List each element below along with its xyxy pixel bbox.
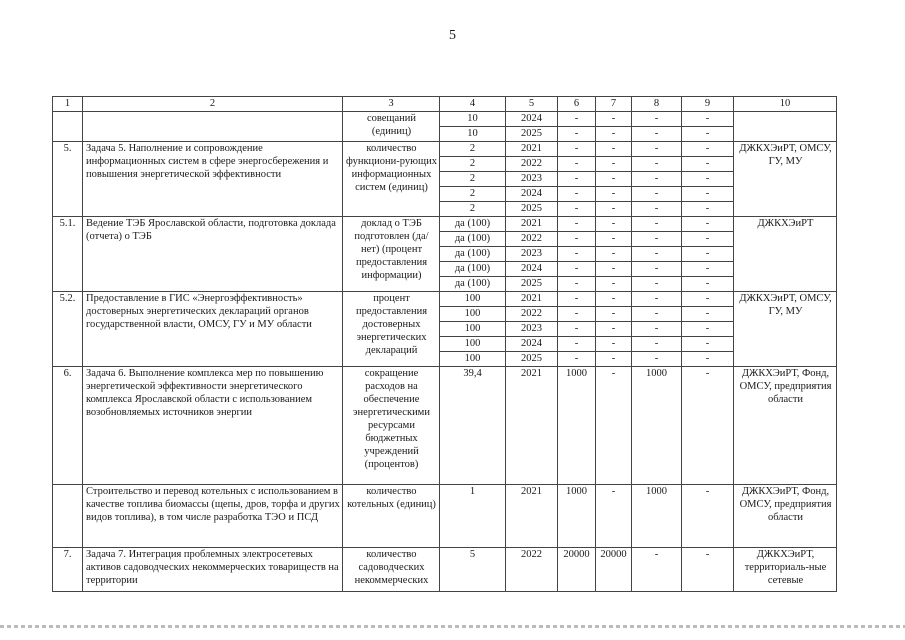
value-cell: - (632, 247, 682, 262)
value-cell: - (596, 292, 632, 307)
value-cell: - (558, 202, 596, 217)
year-cell: 2023 (506, 322, 558, 337)
header-cell: 9 (682, 97, 734, 112)
value-cell: - (682, 217, 734, 232)
value-cell: 39,4 (440, 367, 506, 485)
value-cell: - (682, 202, 734, 217)
value-cell: - (632, 277, 682, 292)
value-cell: - (682, 127, 734, 142)
value-cell: - (558, 217, 596, 232)
table-row (53, 217, 837, 232)
indicator: количество садоводческих некоммерческих (343, 548, 440, 592)
value-cell: 100 (440, 337, 506, 352)
value-cell: - (682, 322, 734, 337)
value-cell: 2 (440, 202, 506, 217)
task-number: 5. (53, 142, 83, 217)
value-cell: 100 (440, 322, 506, 337)
header-cell: 6 (558, 97, 596, 112)
task-description: Ведение ТЭБ Ярославской области, подготовка доклада (отчета) о ТЭБ (83, 217, 343, 292)
year-cell: 2021 (506, 292, 558, 307)
value-cell: - (596, 485, 632, 548)
value-cell: - (632, 127, 682, 142)
value-cell: - (632, 232, 682, 247)
task-5-1-block (53, 217, 837, 292)
value-cell: - (558, 247, 596, 262)
value-cell: 1000 (632, 485, 682, 548)
header-cell: 7 (596, 97, 632, 112)
program-table (52, 96, 837, 592)
value-cell: - (682, 187, 734, 202)
header-cell: 1 (53, 97, 83, 112)
executor (734, 112, 837, 142)
year-cell: 2021 (506, 217, 558, 232)
value-cell: - (632, 187, 682, 202)
value-cell: - (596, 337, 632, 352)
value-cell: - (596, 307, 632, 322)
value-cell: - (682, 262, 734, 277)
value-cell: - (558, 277, 596, 292)
year-cell: 2022 (506, 232, 558, 247)
task-description: Предоставление в ГИС «Энергоэффективность» достоверных энергетических деклараций органов государственной власти, ОМСУ, ГУ и МУ области (83, 292, 343, 367)
value-cell: - (682, 112, 734, 127)
task-5-block (53, 142, 837, 217)
value-cell: - (632, 262, 682, 277)
value-cell: - (558, 127, 596, 142)
value-cell: 10 (440, 127, 506, 142)
value-cell: - (596, 202, 632, 217)
year-cell: 2022 (506, 307, 558, 322)
header-cell: 2 (83, 97, 343, 112)
task-number: 6. (53, 367, 83, 485)
value-cell: 2 (440, 157, 506, 172)
task-description: Задача 6. Выполнение комплекса мер по повышению энергетической эффективности энергетического комплекса Ярославской области с использованием возобновляемых источников энергии (83, 367, 343, 485)
year-cell: 2025 (506, 352, 558, 367)
header-cell: 4 (440, 97, 506, 112)
value-cell: - (682, 142, 734, 157)
value-cell: - (596, 217, 632, 232)
value-cell: - (596, 187, 632, 202)
value-cell: 2 (440, 187, 506, 202)
value-cell: да (100) (440, 232, 506, 247)
value-cell: - (558, 307, 596, 322)
executor: ДЖКХЭиРТ, территориаль-ные сетевые (734, 548, 837, 592)
header-cell: 5 (506, 97, 558, 112)
value-cell: - (682, 157, 734, 172)
value-cell: - (682, 352, 734, 367)
value-cell: - (596, 112, 632, 127)
header-cell: 10 (734, 97, 837, 112)
header-cell: 8 (632, 97, 682, 112)
indicator: количество функциони-рующих информационных систем (единиц) (343, 142, 440, 217)
executor: ДЖКХЭиРТ (734, 217, 837, 292)
value-cell: - (632, 548, 682, 592)
value-cell: - (682, 292, 734, 307)
value-cell: - (558, 352, 596, 367)
value-cell: - (682, 172, 734, 187)
value-cell: 1000 (558, 367, 596, 485)
value-cell: - (632, 112, 682, 127)
value-cell: - (682, 337, 734, 352)
value-cell: - (596, 367, 632, 485)
year-cell: 2021 (506, 485, 558, 548)
value-cell: да (100) (440, 277, 506, 292)
value-cell: - (558, 172, 596, 187)
year-cell: 2023 (506, 247, 558, 262)
indicator: доклад о ТЭБ подготовлен (да/нет) (процент предоставления информации) (343, 217, 440, 292)
continuation-block (53, 112, 837, 142)
value-cell: 5 (440, 548, 506, 592)
page-number: 5 (449, 28, 456, 43)
value-cell: - (558, 322, 596, 337)
value-cell: - (558, 292, 596, 307)
year-cell: 2022 (506, 548, 558, 592)
table-row-task-6 (53, 367, 837, 485)
value-cell: 100 (440, 307, 506, 322)
value-cell: 1000 (558, 485, 596, 548)
value-cell: - (632, 322, 682, 337)
value-cell: - (596, 232, 632, 247)
value-cell: - (632, 142, 682, 157)
value-cell: - (632, 352, 682, 367)
year-cell: 2025 (506, 277, 558, 292)
value-cell: - (558, 142, 596, 157)
task-number: 5.2. (53, 292, 83, 367)
year-cell: 2021 (506, 367, 558, 485)
task-description: Задача 7. Интеграция проблемных электросетевых активов садоводческих некоммерческих товариществ на территории (83, 548, 343, 592)
table-row (53, 112, 837, 127)
year-cell: 2022 (506, 157, 558, 172)
value-cell: 20000 (558, 548, 596, 592)
value-cell: - (558, 337, 596, 352)
value-cell: - (596, 127, 632, 142)
value-cell: - (558, 187, 596, 202)
task-description (83, 112, 343, 142)
value-cell: - (632, 202, 682, 217)
task-number (53, 112, 83, 142)
value-cell: 2 (440, 172, 506, 187)
table-row-task-6-sub (53, 485, 837, 548)
empty-cell (53, 485, 83, 548)
value-cell: - (596, 352, 632, 367)
value-cell: - (558, 262, 596, 277)
table-header-row (53, 97, 837, 112)
indicator: количество котельных (единиц) (343, 485, 440, 548)
year-cell: 2025 (506, 202, 558, 217)
value-cell: - (596, 172, 632, 187)
indicator: совещаний (единиц) (343, 112, 440, 142)
value-cell: - (682, 367, 734, 485)
value-cell: - (596, 277, 632, 292)
value-cell: - (682, 277, 734, 292)
executor: ДЖКХЭиРТ, ОМСУ, ГУ, МУ (734, 292, 837, 367)
value-cell: - (596, 157, 632, 172)
value-cell: 10 (440, 112, 506, 127)
value-cell: 1000 (632, 367, 682, 485)
task-5-2-block (53, 292, 837, 367)
value-cell: - (632, 337, 682, 352)
indicator: сокращение расходов на обеспечение энергетическими ресурсами бюджетных учреждений (процентов) (343, 367, 440, 485)
value-cell: - (682, 232, 734, 247)
value-cell: - (596, 262, 632, 277)
value-cell: - (596, 142, 632, 157)
indicator: процент предоставления достоверных энергетических деклараций (343, 292, 440, 367)
value-cell: - (632, 217, 682, 232)
task-number: 7. (53, 548, 83, 592)
table-row (53, 142, 837, 157)
year-cell: 2024 (506, 337, 558, 352)
task-description: Строительство и перевод котельных с использованием в качестве топлива биомассы (щепы, дров, торфа и других видов топлива), в том числе разработка ТЭО и ПСД (83, 485, 343, 548)
value-cell: - (558, 112, 596, 127)
year-cell: 2021 (506, 142, 558, 157)
executor: ДЖКХЭиРТ, Фонд, ОМСУ, предприятия области (734, 485, 837, 548)
value-cell: - (682, 247, 734, 262)
value-cell: 20000 (596, 548, 632, 592)
value-cell: - (632, 157, 682, 172)
value-cell: - (632, 292, 682, 307)
value-cell: - (558, 157, 596, 172)
value-cell: - (596, 322, 632, 337)
value-cell: - (596, 247, 632, 262)
value-cell: - (632, 307, 682, 322)
year-cell: 2024 (506, 187, 558, 202)
value-cell: - (682, 548, 734, 592)
value-cell: - (682, 307, 734, 322)
value-cell: 100 (440, 352, 506, 367)
task-number: 5.1. (53, 217, 83, 292)
task-description: Задача 5. Наполнение и сопровождение информационных систем в сфере энергосбережения и повышения энергетической эффективности (83, 142, 343, 217)
value-cell: 1 (440, 485, 506, 548)
year-cell: 2024 (506, 262, 558, 277)
year-cell: 2025 (506, 127, 558, 142)
value-cell: 100 (440, 292, 506, 307)
value-cell: 2 (440, 142, 506, 157)
year-cell: 2023 (506, 172, 558, 187)
scan-edge (0, 625, 905, 628)
table-row-task-7 (53, 548, 837, 592)
table-row (53, 292, 837, 307)
executor: ДЖКХЭиРТ, Фонд, ОМСУ, предприятия области (734, 367, 837, 485)
value-cell: - (632, 172, 682, 187)
executor: ДЖКХЭиРТ, ОМСУ, ГУ, МУ (734, 142, 837, 217)
value-cell: - (682, 485, 734, 548)
year-cell: 2024 (506, 112, 558, 127)
value-cell: - (558, 232, 596, 247)
value-cell: да (100) (440, 247, 506, 262)
value-cell: да (100) (440, 217, 506, 232)
value-cell: да (100) (440, 262, 506, 277)
header-cell: 3 (343, 97, 440, 112)
